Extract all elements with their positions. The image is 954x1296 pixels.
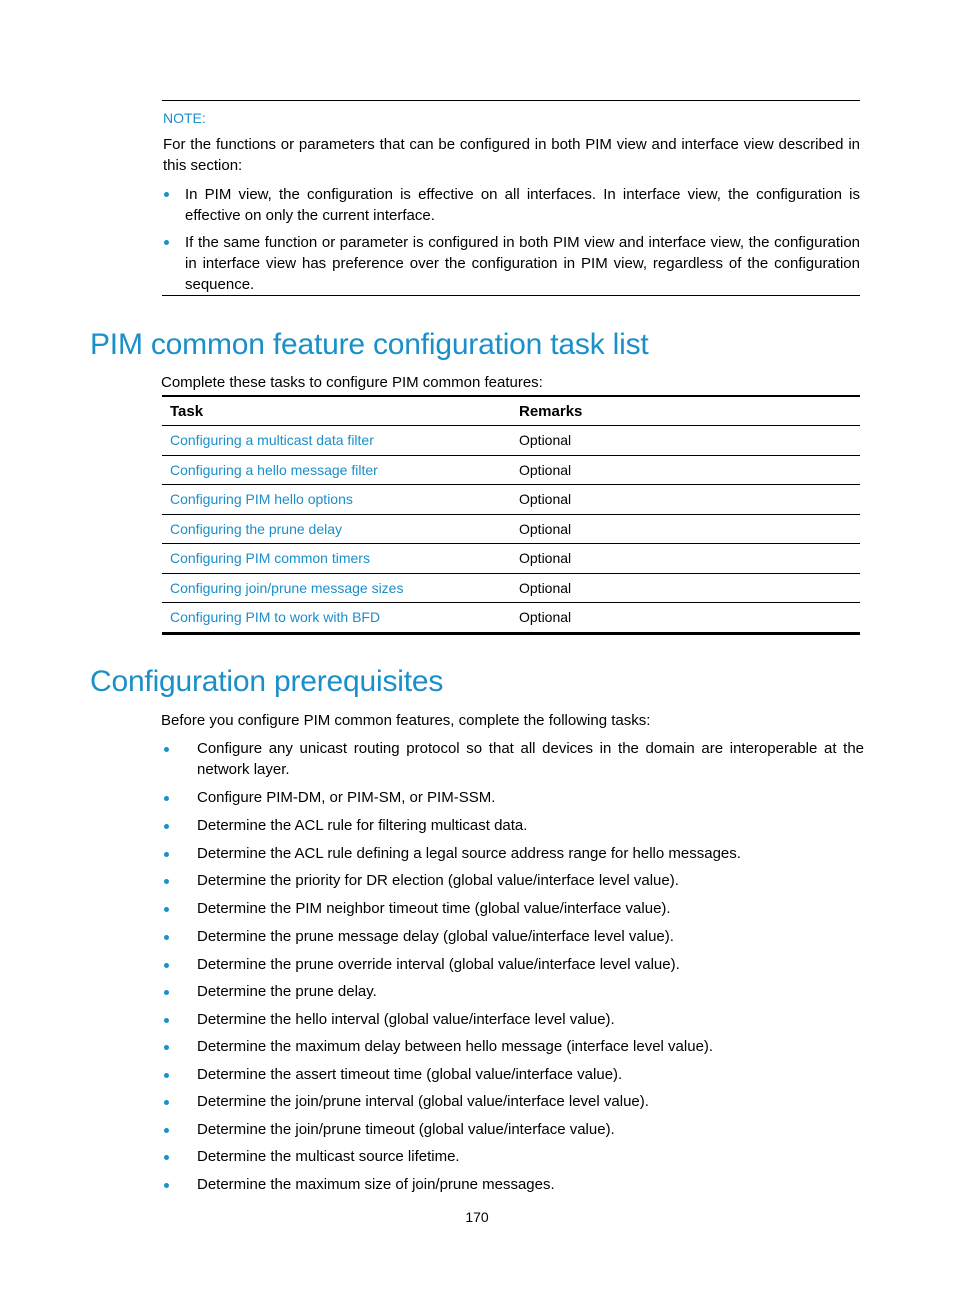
bullet-icon [164, 963, 169, 968]
prereq-intro: Before you configure PIM common features, complete the following tasks: [161, 712, 651, 729]
prereq-list [162, 738, 864, 1195]
table-row [162, 426, 860, 456]
task-table [162, 395, 860, 635]
prereq-item-text: Determine the ACL rule defining a legal source address range for hello messages. [197, 845, 741, 862]
column-header-task: Task [162, 396, 511, 426]
table-row [162, 573, 860, 603]
list-item [162, 1119, 864, 1140]
remarks-cell: Optional [511, 455, 860, 485]
bullet-icon [164, 1183, 169, 1188]
table-header-row [162, 396, 860, 426]
prereq-item-text: Determine the join/prune timeout (global value/interface value). [197, 1121, 615, 1138]
bullet-icon [164, 747, 169, 752]
note-item-text: In PIM view, the configuration is effective on all interfaces. In interface view, the configuration is effective on only the current interface. [185, 186, 860, 224]
bullet-icon [164, 1100, 169, 1105]
bullet-icon [164, 990, 169, 995]
list-item [162, 954, 864, 975]
column-header-remarks: Remarks [511, 396, 860, 426]
prereq-item-text: Determine the priority for DR election (global value/interface level value). [197, 872, 679, 889]
bullet-icon [164, 824, 169, 829]
bullet-icon [164, 907, 169, 912]
prereq-item-text: Configure PIM-DM, or PIM-SM, or PIM-SSM. [197, 789, 496, 806]
prereq-item-text: Determine the maximum delay between hello message (interface level value). [197, 1038, 714, 1055]
list-item [162, 870, 864, 891]
table-row [162, 514, 860, 544]
prereq-item-text: Configure any unicast routing protocol so that all devices in the domain are interoperable at the network layer. [197, 740, 864, 778]
task-link[interactable]: Configuring PIM hello options [170, 491, 353, 508]
remarks-cell: Optional [511, 485, 860, 515]
list-item [162, 1174, 864, 1195]
task-intro: Complete these tasks to configure PIM common features: [161, 374, 543, 391]
prereq-item-text: Determine the assert timeout time (global value/interface value). [197, 1066, 623, 1083]
remarks-cell: Optional [519, 609, 572, 626]
bullet-icon [164, 1018, 169, 1023]
prereq-item-text: Determine the prune delay. [197, 983, 377, 1000]
bullet-icon [164, 1128, 169, 1133]
prereq-item-text: Determine the ACL rule for filtering multicast data. [197, 817, 528, 834]
list-item [162, 1091, 864, 1112]
task-link[interactable]: Configuring a hello message filter [170, 461, 378, 478]
task-link[interactable]: Configuring a multicast data filter [170, 432, 374, 449]
page-number: 170 [465, 1209, 489, 1225]
list-item [162, 926, 864, 947]
bullet-icon [164, 879, 169, 884]
list-item [162, 184, 860, 226]
prereq-item-text: Determine the join/prune interval (global value/interface level value). [197, 1093, 649, 1110]
note-intro: For the functions or parameters that can be configured in both PIM view and interface view described in this section: [163, 136, 860, 174]
section-heading-prerequisites: Configuration prerequisites [90, 665, 444, 698]
remarks-cell: Optional [511, 426, 860, 456]
remarks-cell: Optional [511, 544, 860, 574]
task-link[interactable]: Configuring join/prune message sizes [170, 579, 404, 596]
bullet-icon [164, 935, 169, 940]
bullet-icon [164, 240, 169, 245]
prereq-item-text: Determine the maximum size of join/prune messages. [197, 1176, 555, 1193]
bullet-icon [164, 1073, 169, 1078]
section-heading-task-list: PIM common feature configuration task list [90, 328, 649, 361]
prereq-item-text: Determine the prune message delay (global value/interface level value). [197, 928, 674, 945]
task-link[interactable]: Configuring PIM common timers [170, 550, 370, 567]
task-link[interactable]: Configuring the prune delay [170, 520, 343, 537]
note-list [162, 184, 860, 295]
task-link[interactable]: Configuring PIM to work with BFD [170, 609, 381, 626]
list-item [162, 843, 864, 864]
table-row [162, 455, 860, 485]
prereq-item-text: Determine the PIM neighbor timeout time (global value/interface value). [197, 900, 671, 917]
bullet-icon [164, 1155, 169, 1160]
list-item [162, 1036, 864, 1057]
table-row [162, 544, 860, 574]
list-item [162, 898, 864, 919]
note-box [162, 100, 860, 296]
bullet-icon [164, 192, 169, 197]
list-item [162, 1009, 864, 1030]
prereq-item-text: Determine the prune override interval (global value/interface level value). [197, 956, 680, 973]
list-item [162, 232, 860, 295]
remarks-cell: Optional [511, 514, 860, 544]
bullet-icon [164, 796, 169, 801]
table-row [162, 485, 860, 515]
prereq-item-text: Determine the hello interval (global value/interface level value). [197, 1011, 615, 1028]
list-item [162, 1146, 864, 1167]
list-item [162, 1064, 864, 1085]
bullet-icon [164, 852, 169, 857]
list-item [162, 738, 864, 780]
table-row [162, 603, 860, 634]
note-label: NOTE: [163, 110, 206, 126]
list-item [162, 815, 864, 836]
bullet-icon [164, 1045, 169, 1050]
remarks-cell: Optional [511, 573, 860, 603]
list-item [162, 787, 864, 808]
prereq-item-text: Determine the multicast source lifetime. [197, 1148, 460, 1165]
note-item-text: If the same function or parameter is configured in both PIM view and interface view, the configuration in interface view has preference over the configuration in PIM view, regardless of the configuration sequence. [185, 234, 860, 293]
list-item [162, 981, 864, 1002]
